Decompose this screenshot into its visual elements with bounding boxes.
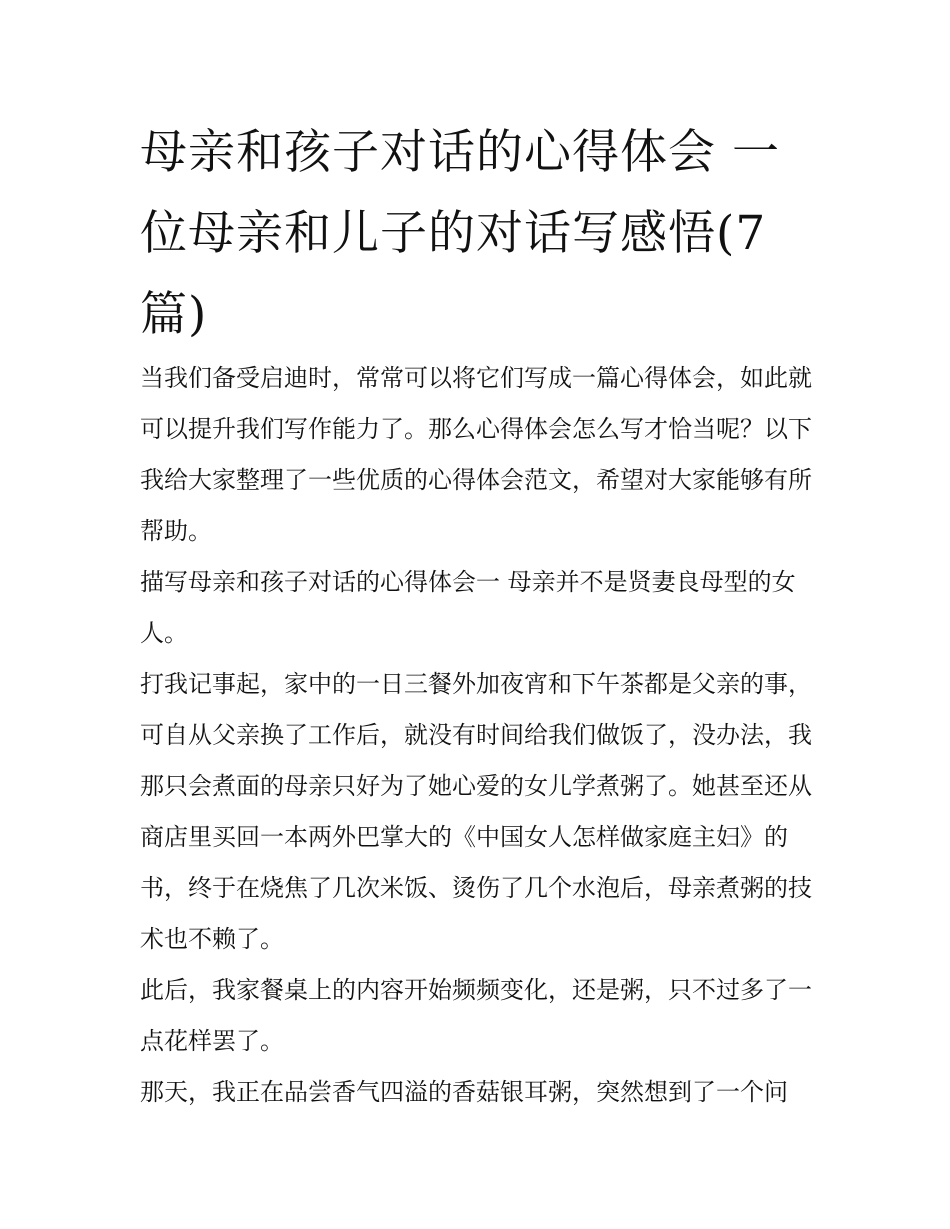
paragraph-essay-one-opening: 描写母亲和孩子对话的心得体会一 母亲并不是贤妻良母型的女人。 (140, 568, 796, 647)
paragraph-that-day: 那天，我正在品尝香气四溢的香菇银耳粥，突然想到了一个问 (140, 1078, 788, 1106)
paragraph-table-changes: 此后，我家餐桌上的内容开始频频变化，还是粥，只不过多了一点花样罢了。 (140, 976, 812, 1055)
paragraph-intro: 当我们备受启迪时，常常可以将它们写成一篇心得体会，如此就可以提升我们写作能力了。那么心得体会怎么写才恰当呢？以下我给大家整理了一些优质的心得体会范文，希望对大家能够有所帮助。 (140, 364, 812, 545)
document-body (140, 353, 820, 1118)
document-title: 母亲和孩子对话的心得体会 一位母亲和儿子的对话写感悟(7篇) (140, 125, 780, 342)
paragraph-father-cooking: 打我记事起，家中的一日三餐外加夜宵和下午茶都是父亲的事，可自从父亲换了工作后，就没有时间给我们做饭了，没办法，我那只会煮面的母亲只好为了她心爱的女儿学煮粥了。她甚至还从商店里买回一本两外巴掌大的《中国女人怎样做家庭主妇》的书，终于在烧焦了几次米饭、烫伤了几个水泡后，母亲煮粥的技术也不赖了。 (140, 670, 812, 953)
